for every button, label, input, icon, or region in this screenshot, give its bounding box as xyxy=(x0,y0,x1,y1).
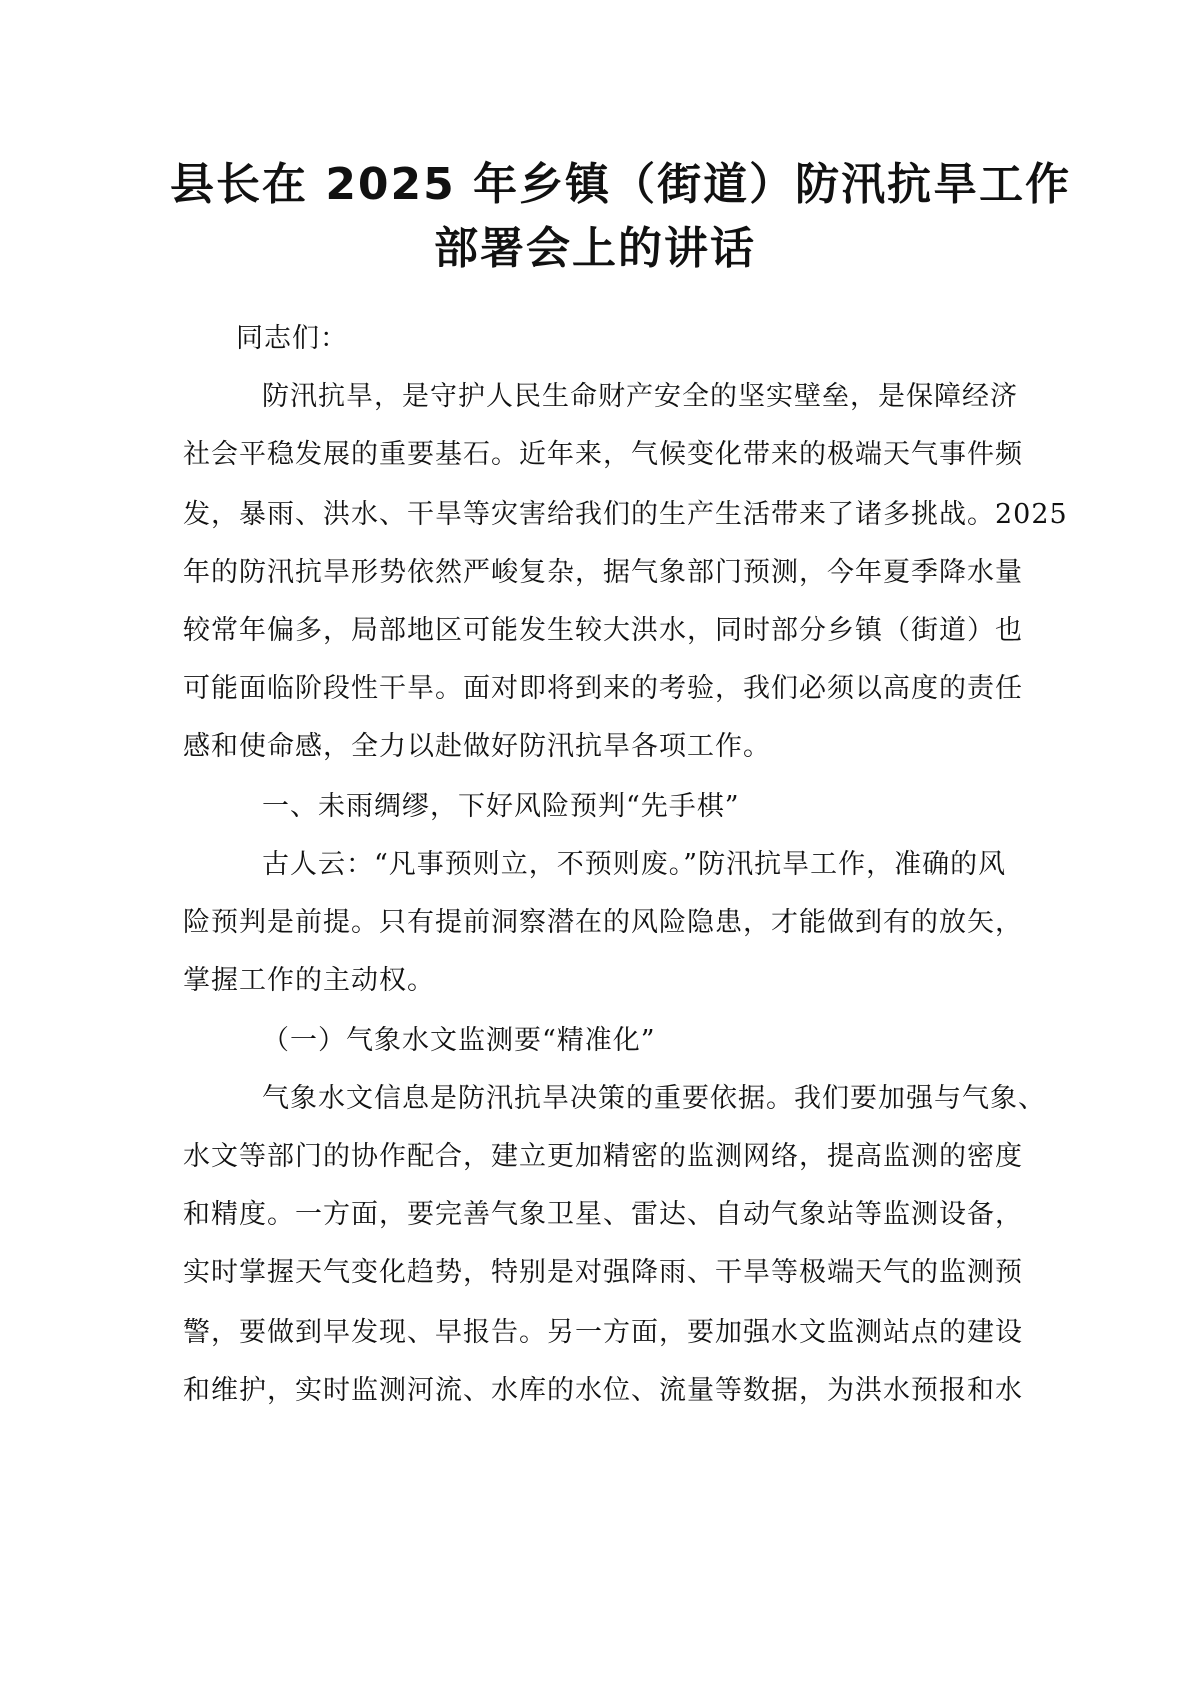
body-line: 可能面临阶段性干旱。面对即将到来的考验，我们必须以高度的责任 xyxy=(183,673,1023,704)
body-line: 实时掌握天气变化趋势，特别是对强降雨、干旱等极端天气的监测预 xyxy=(183,1257,1023,1288)
body-line: 较常年偏多，局部地区可能发生较大洪水，同时部分乡镇（街道）也 xyxy=(183,615,1023,646)
body-line: 掌握工作的主动权。 xyxy=(183,965,435,996)
body-line: 年的防汛抗旱形势依然严峻复杂，据气象部门预测，今年夏季降水量 xyxy=(183,557,1023,588)
body-line: 感和使命感，全力以赴做好防汛抗旱各项工作。 xyxy=(183,731,771,762)
document-title-line-1: 县长在 2025 年乡镇（街道）防汛抗旱工作 xyxy=(170,159,1072,210)
body-line: 防汛抗旱，是守护人民生命财产安全的坚实壁垒，是保障经济 xyxy=(262,381,1018,412)
subsection-heading: （一）气象水文监测要“精准化” xyxy=(262,1025,656,1056)
body-line: 古人云：“凡事预则立，不预则废。”防汛抗旱工作，准确的风 xyxy=(262,849,1007,880)
body-line: 和精度。一方面，要完善气象卫星、雷达、自动气象站等监测设备， xyxy=(183,1199,1023,1230)
document-title-line-2: 部署会上的讲话 xyxy=(434,223,756,274)
body-line: 水文等部门的协作配合，建立更加精密的监测网络，提高监测的密度 xyxy=(183,1141,1023,1172)
body-line: 发，暴雨、洪水、干旱等灾害给我们的生产生活带来了诸多挑战。2025 xyxy=(183,499,1068,530)
section-heading: 一、未雨绸缪，下好风险预判“先手棋” xyxy=(262,791,740,822)
body-line: 警，要做到早发现、早报告。另一方面，要加强水文监测站点的建设 xyxy=(183,1317,1023,1348)
body-line: 险预判是前提。只有提前洞察潜在的风险隐患，才能做到有的放矢， xyxy=(183,907,1023,938)
body-line: 社会平稳发展的重要基石。近年来，气候变化带来的极端天气事件频 xyxy=(183,439,1023,470)
body-line: 和维护，实时监测河流、水库的水位、流量等数据，为洪水预报和水 xyxy=(183,1375,1023,1406)
salutation: 同志们： xyxy=(236,323,348,354)
body-line: 气象水文信息是防汛抗旱决策的重要依据。我们要加强与气象、 xyxy=(262,1083,1046,1114)
